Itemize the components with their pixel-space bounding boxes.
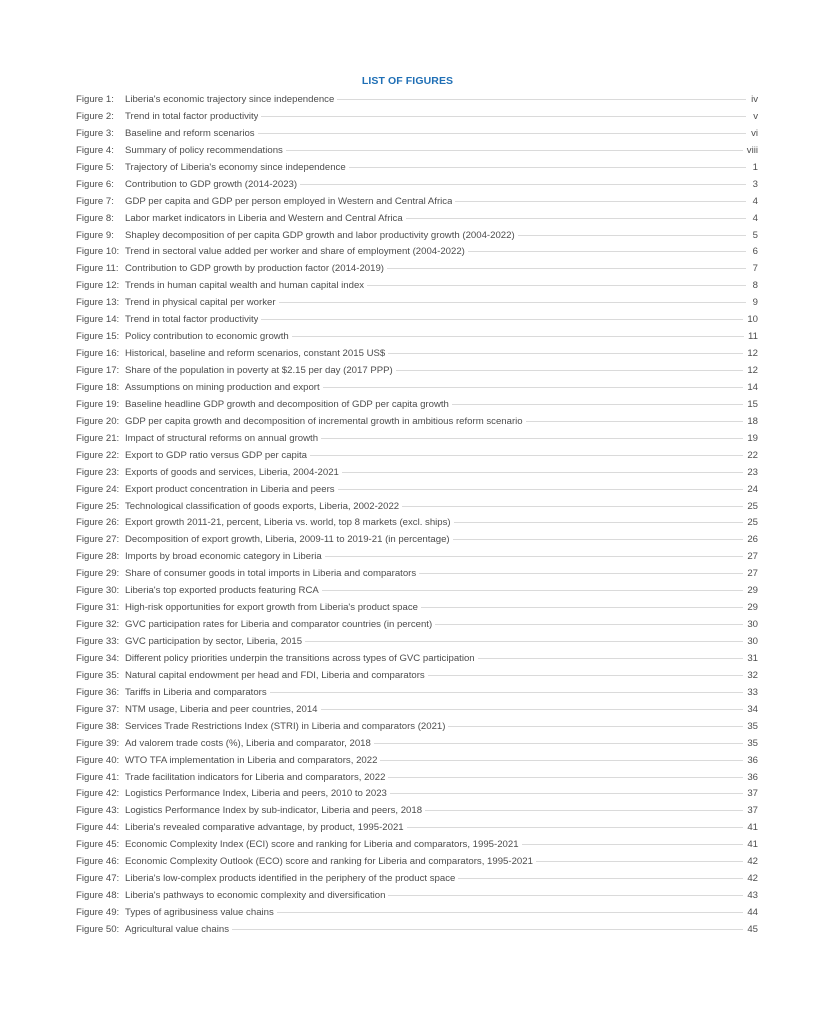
figure-number: Figure 26: <box>76 517 120 529</box>
figure-number: Figure 19: <box>76 398 120 410</box>
figure-page-number: 31 <box>747 652 758 664</box>
figure-page-number: 26 <box>747 534 758 546</box>
figure-number: Figure 7: <box>76 195 114 207</box>
figure-number: Figure 43: <box>76 805 120 817</box>
figure-caption: Labor market indicators in Liberia and Western and Central Africa <box>125 212 403 224</box>
figure-list-item[interactable] <box>76 177 758 194</box>
dot-leader <box>261 319 743 320</box>
figure-list-item[interactable] <box>76 719 758 736</box>
figure-number: Figure 31: <box>76 602 120 614</box>
figure-number: Figure 18: <box>76 381 120 393</box>
figure-page-number: 22 <box>747 449 758 461</box>
figure-list-item[interactable] <box>76 837 758 854</box>
figure-caption: Share of consumer goods in total imports in Liberia and comparators <box>125 568 417 580</box>
figure-page-number: 37 <box>747 788 758 800</box>
figure-page-number: 25 <box>747 500 758 512</box>
figure-page-number: 4 <box>752 195 758 207</box>
figure-page-number: 15 <box>747 398 758 410</box>
figure-number: Figure 23: <box>76 466 120 478</box>
figure-number: Figure 15: <box>76 331 120 343</box>
figure-list-item[interactable] <box>76 278 758 295</box>
page-title: LIST OF FIGURES <box>361 75 454 87</box>
figure-page-number: 42 <box>747 873 758 885</box>
figure-page-number: 6 <box>752 246 758 258</box>
dot-leader <box>292 336 744 337</box>
figure-list-item[interactable] <box>76 380 758 397</box>
figure-number: Figure 5: <box>76 161 114 173</box>
figure-caption: Trend in sectoral value added per worker and share of employment (2004-2022) <box>125 246 465 258</box>
figure-list-item[interactable] <box>76 820 758 837</box>
figure-page-number: 18 <box>747 415 758 427</box>
figure-caption: Contribution to GDP growth by production factor (2014-2019) <box>125 263 384 275</box>
figure-page-number: v <box>753 110 758 122</box>
dot-leader <box>435 624 743 625</box>
dot-leader <box>518 235 746 236</box>
figure-list-item[interactable] <box>76 363 758 380</box>
figure-list-item[interactable] <box>76 92 758 109</box>
figure-caption: Agricultural value chains <box>125 923 229 935</box>
figure-caption: Logistics Performance Index, Liberia and peers, 2010 to 2023 <box>125 788 387 800</box>
figure-number: Figure 27: <box>76 534 120 546</box>
figure-list-item[interactable] <box>76 549 758 566</box>
figure-page-number: 25 <box>747 517 758 529</box>
figure-caption: Liberia's pathways to economic complexity and diversification <box>125 890 386 902</box>
dot-leader <box>428 675 744 676</box>
figure-list-item[interactable] <box>76 854 758 871</box>
dot-leader <box>380 760 743 761</box>
dot-leader <box>425 810 743 811</box>
figure-caption: Impact of structural reforms on annual growth <box>125 432 319 444</box>
figure-number: Figure 12: <box>76 280 120 292</box>
figure-page-number: 44 <box>747 907 758 918</box>
figure-page-number: 11 <box>748 331 758 343</box>
figure-page-number: 35 <box>747 720 758 732</box>
figure-page-number: 12 <box>747 365 758 376</box>
figure-page-number: 35 <box>747 737 758 749</box>
figure-list-item[interactable] <box>76 770 758 787</box>
figure-caption: Share of the population in poverty at $2.15 per day (2017 PPP) <box>125 365 393 376</box>
figure-number: Figure 9: <box>76 229 114 241</box>
figure-page-number: 23 <box>747 466 758 478</box>
dot-leader <box>458 878 743 879</box>
figure-number: Figure 45: <box>76 839 120 851</box>
dot-leader <box>522 844 744 845</box>
figure-list-item[interactable] <box>76 922 758 939</box>
figure-number: Figure 42: <box>76 788 120 800</box>
figure-caption: Export to GDP ratio versus GDP per capita <box>125 449 308 461</box>
dot-leader <box>258 133 746 134</box>
figure-list-item[interactable] <box>76 617 758 634</box>
dot-leader <box>305 641 743 642</box>
figure-number: Figure 33: <box>76 636 120 647</box>
dot-leader <box>279 302 746 303</box>
dot-leader <box>387 268 746 269</box>
dot-leader <box>277 912 744 913</box>
figure-page-number: 41 <box>747 822 758 834</box>
figure-caption: Baseline and reform scenarios <box>125 127 255 139</box>
figure-page-number: 1 <box>752 161 758 173</box>
figure-number: Figure 2: <box>76 110 114 122</box>
dot-leader <box>536 861 743 862</box>
figure-caption: Economic Complexity Outlook (ECO) score and ranking for Liberia and comparators, 1995-2021 <box>125 856 533 868</box>
figure-caption: Natural capital endowment per head and FDI, Liberia and comparators <box>125 669 425 681</box>
figure-caption: Export product concentration in Liberia and peers <box>125 483 335 495</box>
figure-caption: Historical, baseline and reform scenarios, constant 2015 US$ <box>125 348 386 360</box>
dot-leader <box>261 116 746 117</box>
figure-page-number: 19 <box>747 432 758 444</box>
dot-leader <box>402 506 743 507</box>
figure-list-item[interactable] <box>76 143 758 160</box>
figure-number: Figure 24: <box>76 483 120 495</box>
figure-list-item[interactable] <box>76 211 758 228</box>
figure-caption: Trend in total factor productivity <box>125 110 259 122</box>
figure-number: Figure 30: <box>76 585 120 597</box>
dot-leader <box>323 387 744 388</box>
dot-leader <box>390 793 743 794</box>
figure-page-number: 5 <box>752 229 758 241</box>
figure-caption: Tariffs in Liberia and comparators <box>125 686 267 698</box>
figure-caption: Technological classification of goods exports, Liberia, 2002-2022 <box>125 500 400 512</box>
dot-leader <box>321 709 744 710</box>
figure-number: Figure 13: <box>76 297 120 309</box>
figure-number: Figure 14: <box>76 314 120 326</box>
figure-list-item[interactable] <box>76 194 758 211</box>
figure-list-item[interactable] <box>76 126 758 143</box>
figure-number: Figure 50: <box>76 923 120 935</box>
figure-caption: Trade facilitation indicators for Liberia and comparators, 2022 <box>125 771 386 783</box>
figure-list-item[interactable] <box>76 346 758 363</box>
figure-caption: NTM usage, Liberia and peer countries, 2014 <box>125 703 318 715</box>
figure-list-item[interactable] <box>76 244 758 261</box>
figure-caption: Baseline headline GDP growth and decomposition of GDP per capita growth <box>125 398 449 410</box>
figure-caption: Liberia's economic trajectory since independence <box>125 94 335 105</box>
figure-page-number: 41 <box>747 839 758 851</box>
figure-number: Figure 4: <box>76 144 114 156</box>
figure-number: Figure 38: <box>76 720 120 732</box>
dot-leader <box>396 370 744 371</box>
figure-page-number: 14 <box>747 381 758 393</box>
dot-leader <box>419 573 743 574</box>
dot-leader <box>374 743 743 744</box>
figure-list-item[interactable] <box>76 414 758 431</box>
figure-list-item[interactable] <box>76 482 758 499</box>
figure-caption: GDP per capita and GDP per person employed in Western and Central Africa <box>125 195 453 207</box>
figure-list-item[interactable] <box>76 397 758 414</box>
figure-list-item[interactable] <box>76 109 758 126</box>
figure-number: Figure 47: <box>76 873 120 885</box>
figure-list-item[interactable] <box>76 261 758 278</box>
figure-list-item[interactable] <box>76 905 758 922</box>
figure-list <box>76 92 758 939</box>
figure-page-number: 27 <box>747 551 758 563</box>
figure-number: Figure 10: <box>76 246 120 258</box>
figure-number: Figure 40: <box>76 754 120 766</box>
dot-leader <box>407 827 744 828</box>
figure-list-item[interactable] <box>76 600 758 617</box>
figure-list-item[interactable] <box>76 685 758 702</box>
figure-number: Figure 8: <box>76 212 114 224</box>
figure-number: Figure 36: <box>76 686 120 698</box>
figure-caption: Liberia's top exported products featuring RCA <box>125 585 319 597</box>
figure-caption: GDP per capita growth and decomposition of incremental growth in ambitious reform scenario <box>125 415 523 427</box>
dot-leader <box>455 201 746 202</box>
figure-caption: Shapley decomposition of per capita GDP growth and labor productivity growth (2004-2022) <box>125 229 515 241</box>
figure-number: Figure 49: <box>76 907 120 918</box>
figure-caption: Trajectory of Liberia's economy since independence <box>125 161 346 173</box>
figure-caption: High-risk opportunities for export growth from Liberia's product space <box>125 602 418 614</box>
figure-caption: Trend in total factor productivity <box>125 314 259 326</box>
figure-list-item[interactable] <box>76 668 758 685</box>
figure-page-number: 32 <box>747 669 758 681</box>
figure-caption: Economic Complexity Index (ECI) score and ranking for Liberia and comparators, 1995-2021 <box>125 839 519 851</box>
figure-number: Figure 3: <box>76 127 114 139</box>
figure-caption: Trends in human capital wealth and human capital index <box>125 280 365 292</box>
figure-number: Figure 25: <box>76 500 120 512</box>
figure-number: Figure 48: <box>76 890 120 902</box>
dot-leader <box>232 929 743 930</box>
figure-caption: WTO TFA implementation in Liberia and comparators, 2022 <box>125 754 378 766</box>
figure-page-number: 34 <box>747 703 758 715</box>
figure-caption: Export growth 2011-21, percent, Liberia vs. world, top 8 markets (excl. ships) <box>125 517 451 529</box>
figure-list-item[interactable] <box>76 532 758 549</box>
figure-list-item[interactable] <box>76 295 758 312</box>
figure-list-item[interactable] <box>76 786 758 803</box>
figure-list-item[interactable] <box>76 160 758 177</box>
figure-page-number: 4 <box>752 212 758 224</box>
figure-list-item[interactable] <box>76 871 758 888</box>
dot-leader <box>349 167 746 168</box>
figure-list-item[interactable] <box>76 583 758 600</box>
figure-list-item[interactable] <box>76 499 758 516</box>
dot-leader <box>367 285 746 286</box>
figure-page-number: 3 <box>752 178 758 190</box>
figure-number: Figure 32: <box>76 619 120 631</box>
figure-number: Figure 22: <box>76 449 120 461</box>
dot-leader <box>286 150 743 151</box>
dot-leader <box>321 438 743 439</box>
figure-page-number: viii <box>746 144 758 156</box>
figure-number: Figure 20: <box>76 415 120 427</box>
dot-leader <box>388 777 743 778</box>
figure-number: Figure 41: <box>76 771 120 783</box>
figure-list-item[interactable] <box>76 515 758 532</box>
dot-leader <box>452 404 743 405</box>
figure-list-item[interactable] <box>76 803 758 820</box>
figure-number: Figure 34: <box>76 652 120 664</box>
figure-number: Figure 35: <box>76 669 120 681</box>
figure-caption: Different policy priorities underpin the transitions across types of GVC participation <box>125 652 475 664</box>
figure-page-number: 7 <box>752 263 758 275</box>
figure-caption: Services Trade Restrictions Index (STRI) in Liberia and comparators (2021) <box>125 720 446 732</box>
figure-page-number: 30 <box>747 619 758 631</box>
figure-number: Figure 21: <box>76 432 120 444</box>
figure-caption: Summary of policy recommendations <box>125 144 283 156</box>
dot-leader <box>322 590 744 591</box>
figure-page-number: 43 <box>747 890 758 902</box>
figure-caption: Policy contribution to economic growth <box>125 331 289 343</box>
figure-caption: Imports by broad economic category in Liberia <box>125 551 322 563</box>
figure-number: Figure 17: <box>76 365 120 376</box>
figure-page-number: 29 <box>747 602 758 614</box>
figure-caption: Assumptions on mining production and export <box>125 381 320 393</box>
figure-page-number: 24 <box>747 483 758 495</box>
figure-page-number: 27 <box>747 568 758 580</box>
figure-list-item[interactable] <box>76 312 758 329</box>
figure-caption: Contribution to GDP growth (2014-2023) <box>125 178 298 190</box>
dot-leader <box>526 421 744 422</box>
figure-list-item[interactable] <box>76 702 758 719</box>
figure-page-number: vi <box>751 127 758 139</box>
figure-caption: Logistics Performance Index by sub-indicator, Liberia and peers, 2018 <box>125 805 423 817</box>
dot-leader <box>338 489 744 490</box>
figure-number: Figure 11: <box>76 263 119 275</box>
figure-number: Figure 37: <box>76 703 120 715</box>
figure-number: Figure 1: <box>76 94 114 105</box>
figure-page-number: iv <box>751 94 758 105</box>
figure-page-number: 12 <box>747 348 758 360</box>
figure-number: Figure 28: <box>76 551 120 563</box>
figure-list-item[interactable] <box>76 329 758 346</box>
dot-leader <box>478 658 744 659</box>
dot-leader <box>468 251 746 252</box>
figure-list-item[interactable] <box>76 431 758 448</box>
figure-caption: Types of agribusiness value chains <box>125 907 274 918</box>
figure-number: Figure 29: <box>76 568 120 580</box>
figure-number: Figure 44: <box>76 822 120 834</box>
figure-number: Figure 46: <box>76 856 120 868</box>
figure-page-number: 9 <box>752 297 758 309</box>
figure-list-item[interactable] <box>76 634 758 651</box>
figure-list-item[interactable] <box>76 651 758 668</box>
dot-leader <box>453 539 744 540</box>
dot-leader <box>388 895 743 896</box>
figure-caption: Exports of goods and services, Liberia, 2004-2021 <box>125 466 339 478</box>
figure-caption: Liberia's revealed comparative advantage, by product, 1995-2021 <box>125 822 404 834</box>
figure-page-number: 36 <box>747 754 758 766</box>
figure-list-item[interactable] <box>76 753 758 770</box>
figure-caption: Ad valorem trade costs (%), Liberia and comparator, 2018 <box>125 737 371 749</box>
figure-list-item[interactable] <box>76 888 758 905</box>
dot-leader <box>300 184 746 185</box>
dot-leader <box>337 99 746 100</box>
figure-list-item[interactable] <box>76 465 758 482</box>
figure-list-item[interactable] <box>76 736 758 753</box>
dot-leader <box>406 218 746 219</box>
dot-leader <box>454 522 744 523</box>
dot-leader <box>310 455 743 456</box>
figure-page-number: 37 <box>747 805 758 817</box>
figure-page-number: 30 <box>747 636 758 647</box>
figure-caption: Trend in physical capital per worker <box>125 297 276 309</box>
dot-leader <box>270 692 744 693</box>
figure-page-number: 45 <box>747 923 758 935</box>
dot-leader <box>388 353 743 354</box>
figure-page-number: 29 <box>747 585 758 597</box>
figure-list-item[interactable] <box>76 448 758 465</box>
figure-page-number: 10 <box>747 314 758 326</box>
dot-leader <box>342 472 743 473</box>
figure-page-number: 42 <box>747 856 758 868</box>
figure-number: Figure 39: <box>76 737 120 749</box>
figure-page-number: 33 <box>747 686 758 698</box>
figure-number: Figure 6: <box>76 178 114 190</box>
figure-number: Figure 16: <box>76 348 120 360</box>
figure-caption: Liberia's low-complex products identified in the periphery of the product space <box>125 873 456 885</box>
figure-caption: Decomposition of export growth, Liberia, 2009-11 to 2019-21 (in percentage) <box>125 534 450 546</box>
dot-leader <box>421 607 743 608</box>
figure-list-item[interactable] <box>76 566 758 583</box>
dot-leader <box>325 556 744 557</box>
figure-page-number: 36 <box>747 771 758 783</box>
figure-caption: GVC participation by sector, Liberia, 2015 <box>125 636 303 647</box>
figure-caption: GVC participation rates for Liberia and comparator countries (in percent) <box>125 619 433 631</box>
figure-page-number: 8 <box>752 280 758 292</box>
dot-leader <box>448 726 743 727</box>
figure-list-item[interactable] <box>76 228 758 245</box>
